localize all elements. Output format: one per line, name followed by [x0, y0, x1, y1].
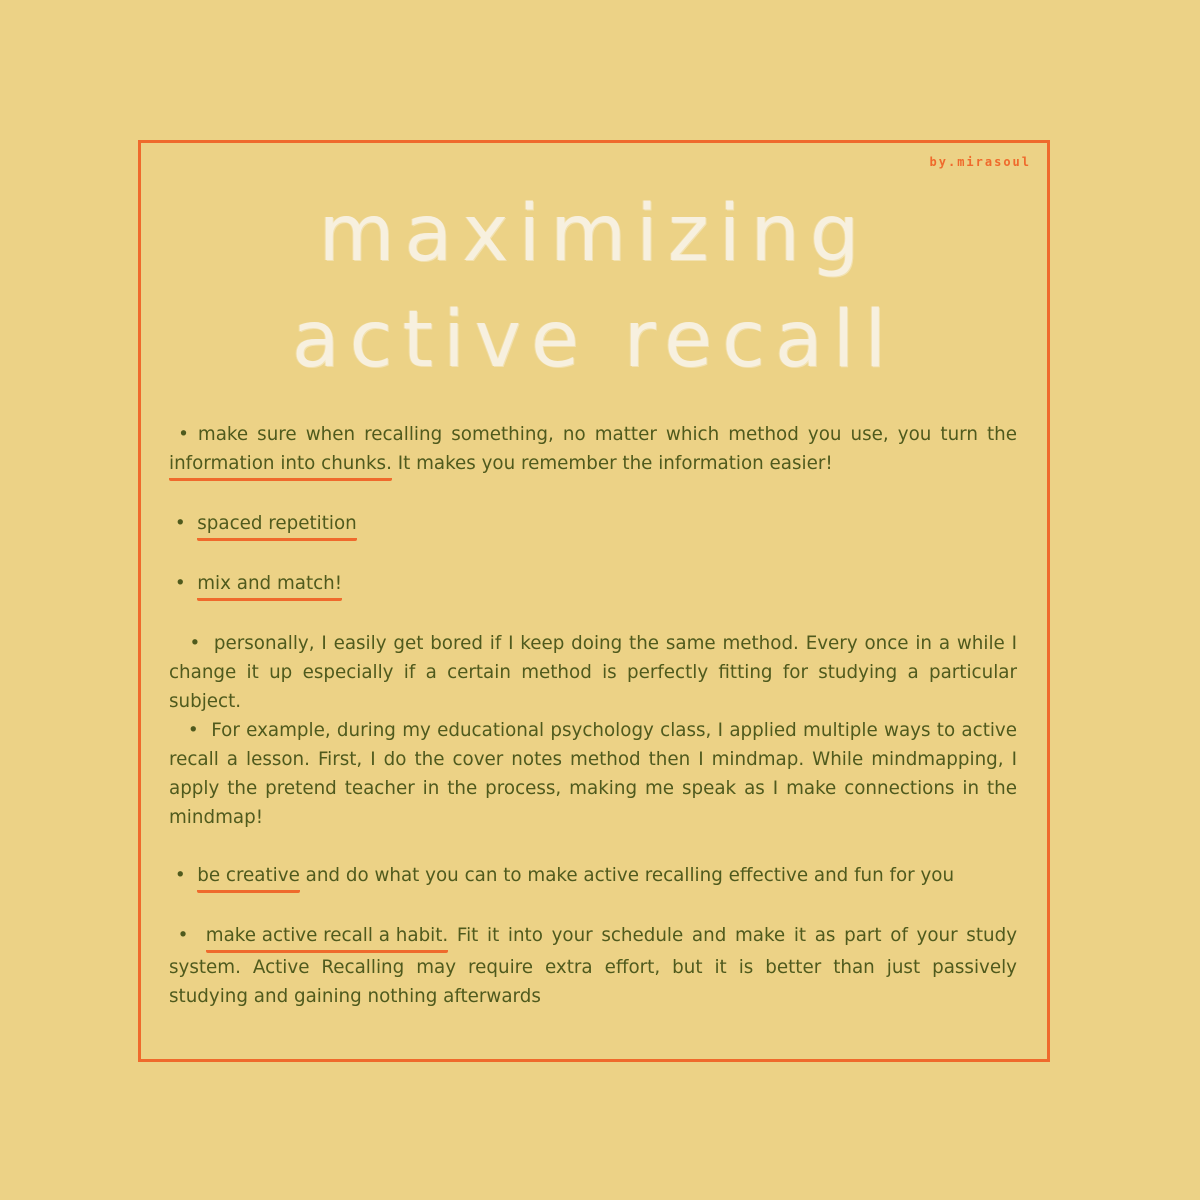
tip-chunks-post: It makes you remember the information easier! — [391, 453, 833, 474]
tip-example — [169, 716, 1017, 832]
bullet-icon: • — [189, 633, 201, 654]
tip-spaced — [169, 509, 1017, 541]
tip-habit — [169, 921, 1017, 1011]
bullet-icon: • — [174, 513, 186, 534]
bullet-icon: • — [174, 865, 186, 886]
bullet-icon: • — [187, 720, 199, 741]
tip-chunks-pre: make sure when recalling something, no matter which method you use, you turn the — [188, 424, 1018, 445]
tip-creative-post: and do what you can to make active recalling effective and fun for you — [299, 865, 955, 886]
tip-mix-highlight: mix and match! — [197, 572, 342, 601]
tip-personal — [169, 629, 1017, 716]
bullet-icon: • — [174, 573, 186, 594]
bullet-icon: • — [177, 925, 189, 946]
tip-example-text: For example, during my educational psychology class, I applied multiple ways to active recall a lesson. First, I do the cover notes method then I mindmap. While mindmapping, I apply the pretend teacher in the process, making me speak as I make connections in the mindmap! — [169, 720, 1018, 828]
tip-creative-highlight: be creative — [197, 864, 300, 893]
author-credit: by.mirasoul — [929, 155, 1031, 169]
bullet-icon: • — [178, 424, 189, 445]
tip-personal-text: personally, I easily get bored if I keep doing the same method. Every once in a while I change it up especially if a certain method is perfectly fitting for studying a particular subject. — [169, 633, 1018, 712]
tips-content — [169, 420, 1017, 1011]
title-line-1: maximizing — [318, 189, 870, 279]
tip-mix — [169, 569, 1017, 601]
tip-chunks — [169, 420, 1017, 481]
tip-creative — [169, 861, 1017, 893]
tip-spaced-highlight: spaced repetition — [197, 512, 357, 541]
tip-habit-highlight: make active recall a habit. — [206, 924, 448, 953]
content-card — [138, 140, 1050, 1062]
tip-chunks-highlight: information into chunks. — [169, 452, 392, 481]
tip-habit-post: Fit it into your schedule and make it as part of your study system. Active Recalling may require extra effort, but it is better than just passively studying and gaining nothing afterwards — [169, 925, 1018, 1007]
title-line-2: active recall — [291, 295, 897, 385]
